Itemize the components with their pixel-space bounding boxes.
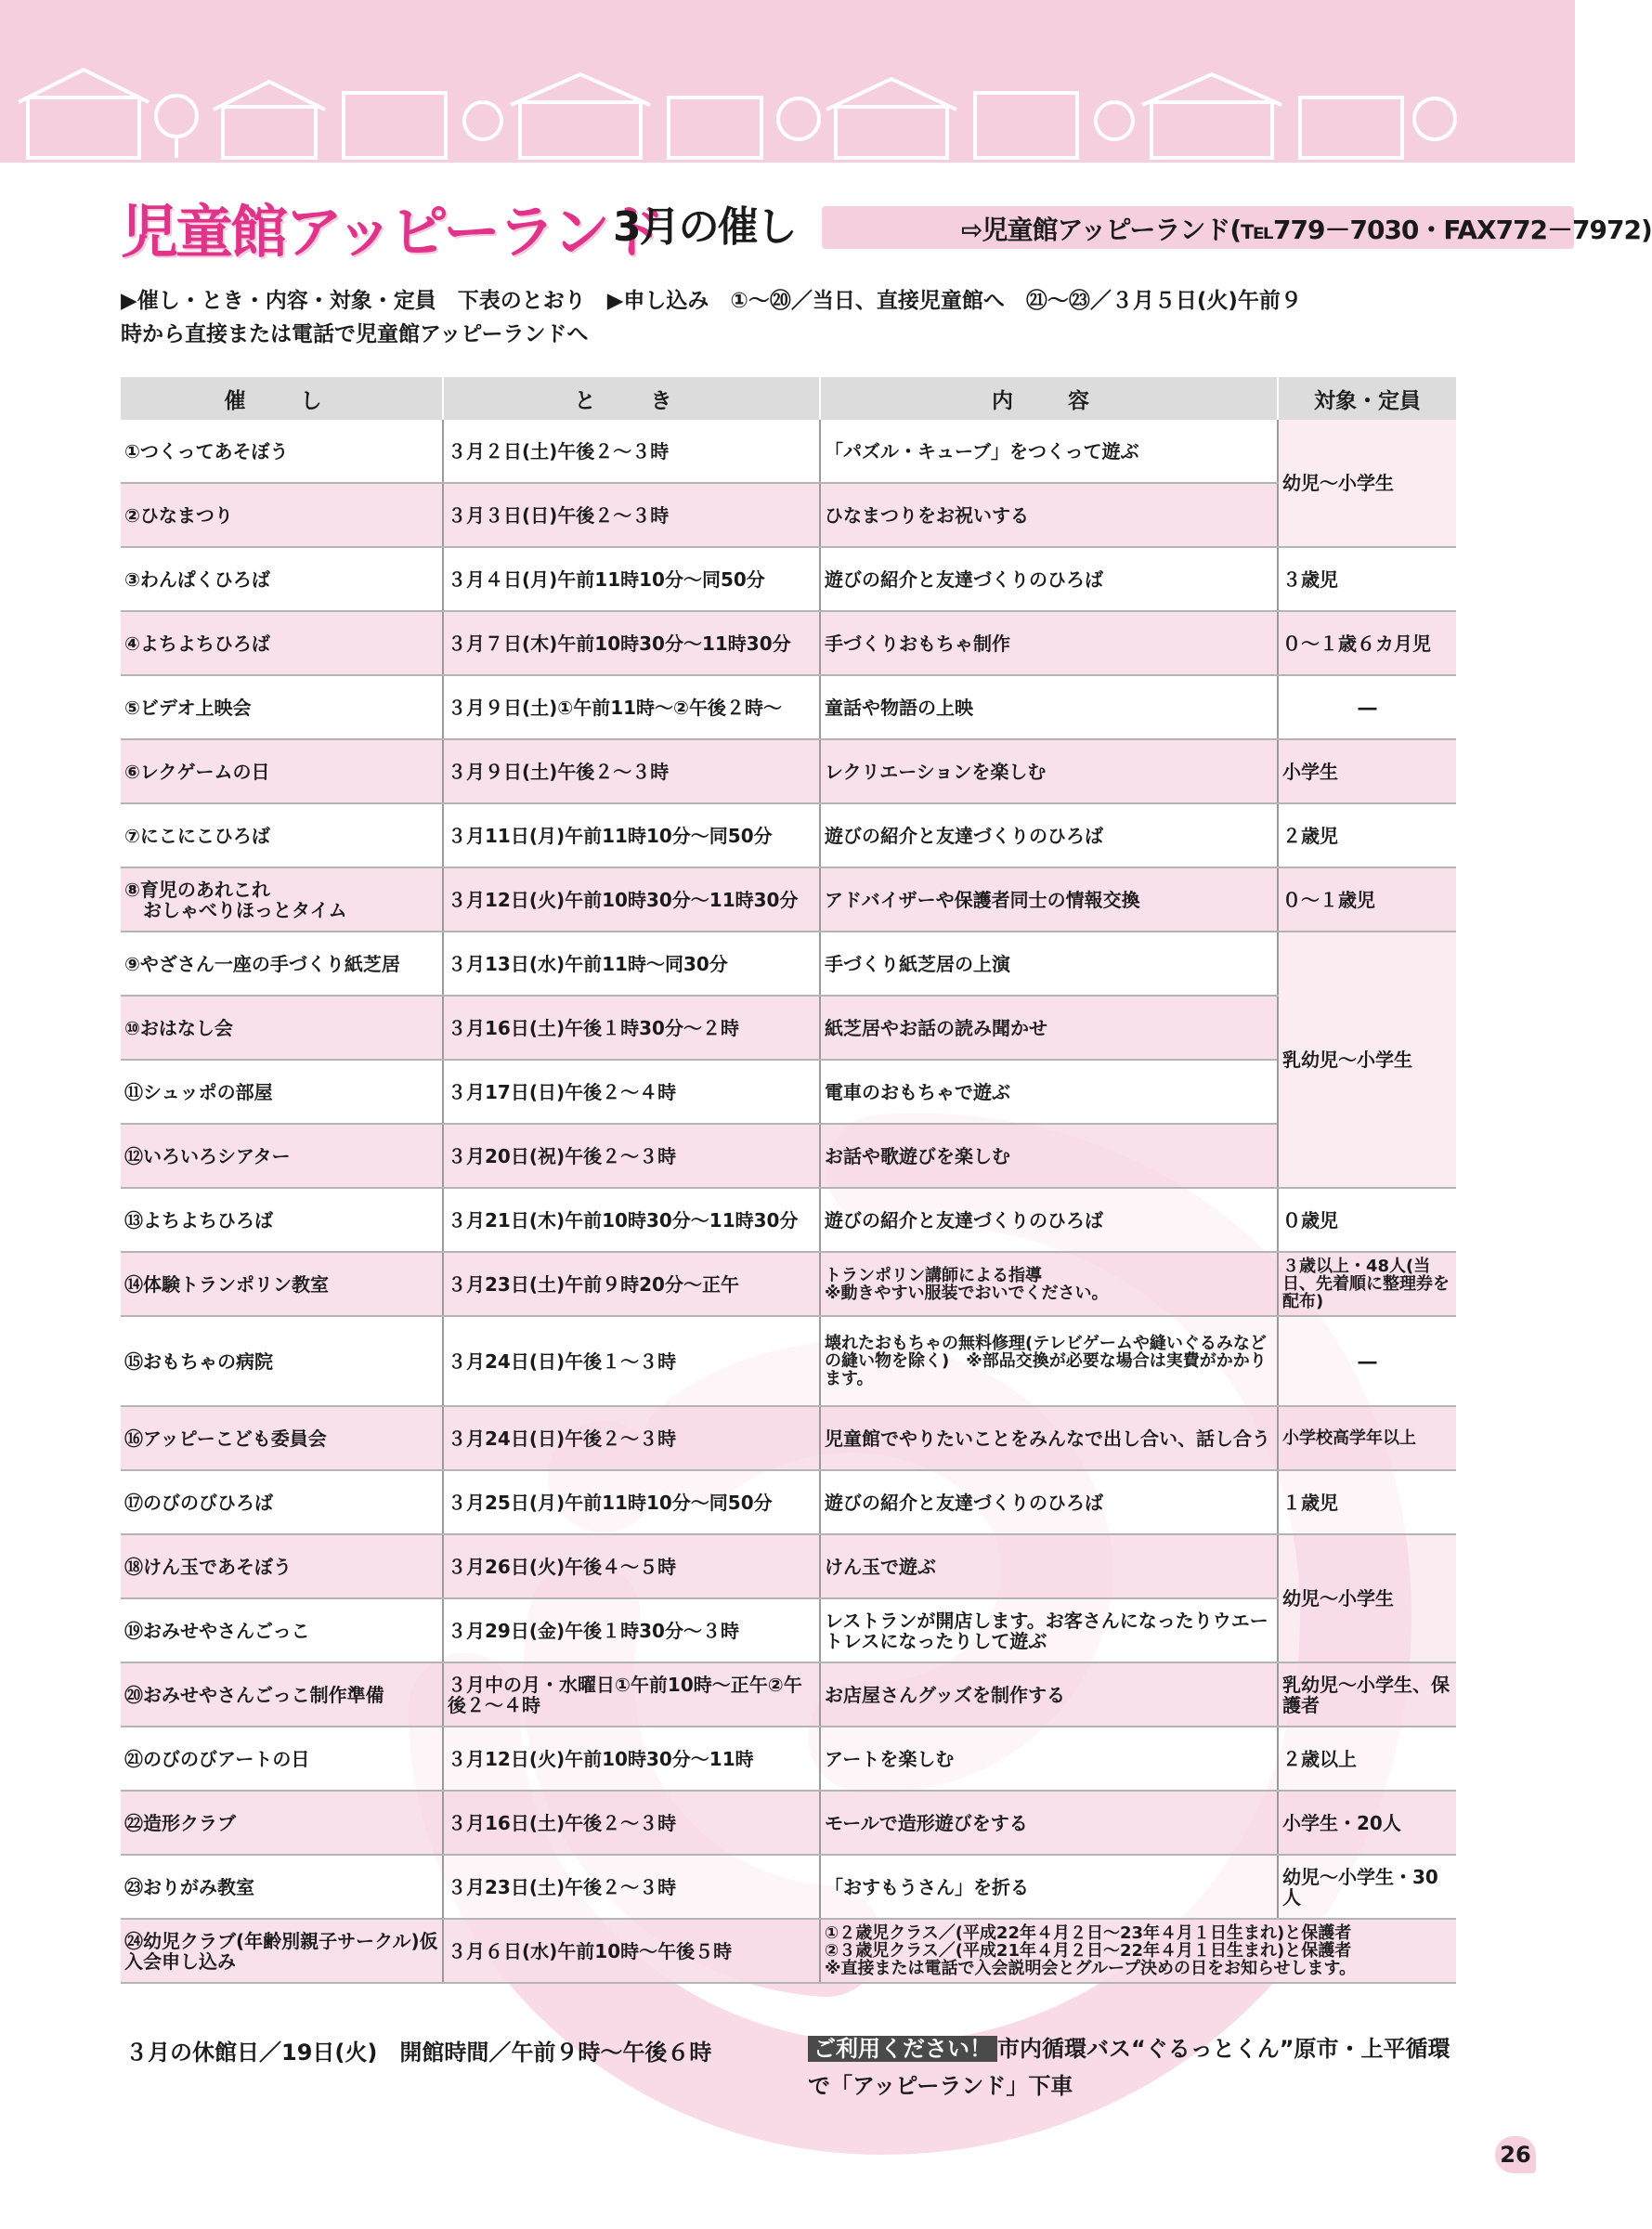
event-cell: ③わんぱくひろば [121,547,443,611]
content-cell: 遊びの紹介と友達づくりのひろば [820,547,1278,611]
target-cell: 幼児～小学生 [1278,1534,1456,1662]
table-row [121,1060,1456,1124]
info-line-1: ▶催し・とき・内容・対象・定員 下表のとおり ▶申し込み ①～⑳／当日、直接児童館へ ㉑～㉓／３月５日(火)午前９ [121,289,1302,313]
table-row [121,675,1456,739]
event-cell: ⑪シュッポの部屋 [121,1060,443,1124]
target-cell: １歳児 [1278,1470,1456,1534]
when-cell: ３月中の月・水曜日①午前10時～正午②午後２～４時 [443,1662,820,1727]
header-event: 催 し [121,377,443,420]
event-cell: ㉓おりがみ教室 [121,1855,443,1919]
table-row [121,1919,1456,1983]
event-cell: ⑨やざさん一座の手づくり紙芝居 [121,932,443,996]
page-title: 児童館アッピーランド [121,198,663,266]
target-cell: ２歳以上 [1278,1727,1456,1791]
content-cell: 壊れたおもちゃの無料修理(テレビゲームや縫いぐるみなどの縫い物を除く) ※部品交換が必要な場合は実費がかかります。 [820,1316,1278,1406]
when-cell: ３月23日(土)午後２～３時 [443,1855,820,1919]
target-cell: 小学生 [1278,739,1456,803]
townscape-decoration [19,74,1467,163]
event-cell: ⑳おみせやさんごっこ制作準備 [121,1662,443,1727]
when-cell: ３月16日(土)午後１時30分～２時 [443,996,820,1060]
table-row [121,1316,1456,1406]
when-cell: ３月13日(水)午前11時～同30分 [443,932,820,996]
target-cell: ０～１歳６カ月児 [1278,611,1456,675]
content-cell: 手づくり紙芝居の上演 [820,932,1278,996]
content-cell: ひなまつりをお祝いする [820,483,1278,547]
table-header-row [121,377,1456,420]
content-cell: 遊びの紹介と友達づくりのひろば [820,1188,1278,1252]
event-cell: ⑰のびのびひろば [121,1470,443,1534]
event-cell: ⑬よちよちひろば [121,1188,443,1252]
contact-box [822,206,1652,249]
when-cell: ３月16日(土)午後２～３時 [443,1791,820,1855]
table-row [121,1188,1456,1252]
event-cell: ⑮おもちゃの病院 [121,1316,443,1406]
when-cell: ３月11日(月)午前11時10分～同50分 [443,803,820,867]
header-content: 内 容 [820,377,1278,420]
page-number: 26 [1495,2136,1536,2173]
content-cell: 児童館でやりたいことをみんなで出し合い、話し合う [820,1406,1278,1470]
content-cell: アートを楽しむ [820,1727,1278,1791]
event-cell: ④よちよちひろば [121,611,443,675]
event-cell: ⑥レクゲームの日 [121,739,443,803]
header-target: 対象・定員 [1278,377,1456,420]
target-cell: 幼児～小学生・30人 [1278,1855,1456,1919]
table-row [121,739,1456,803]
table-row [121,420,1456,483]
target-cell: 乳幼児～小学生、保護者 [1278,1662,1456,1727]
table-row [121,932,1456,996]
page-subtitle: 3月の催し [613,203,796,251]
target-cell: 小学生・20人 [1278,1791,1456,1855]
content-cell: ①２歳児クラス／(平成22年４月２日～23年４月１日生まれ)と保護者 ②３歳児クラス／(平成21年４月２日～22年４月１日生まれ)と保護者 ※直接または電話で入会説明会とグループ決めの日をお知らせします。 [820,1919,1456,1983]
contact-text: ⇨児童館アッピーランド(℡779－7030・FAX772－7972) [961,215,1652,245]
when-cell: ３月24日(日)午後２～３時 [443,1406,820,1470]
content-cell: お話や歌遊びを楽しむ [820,1124,1278,1188]
header-when: と き [443,377,820,420]
event-cell: ㉔幼児クラブ(年齢別親子サークル)仮入会申し込み [121,1919,443,1983]
when-cell: ３月３日(日)午後２～３時 [443,483,820,547]
event-cell: ⑦にこにこひろば [121,803,443,867]
content-cell: 遊びの紹介と友達づくりのひろば [820,803,1278,867]
event-cell: ⑭体験トランポリン教室 [121,1252,443,1316]
table-row [121,611,1456,675]
event-cell: ⑩おはなし会 [121,996,443,1060]
event-cell: ②ひなまつり [121,483,443,547]
when-cell: ３月６日(水)午前10時～午後５時 [443,1919,820,1983]
content-cell: 電車のおもちゃで遊ぶ [820,1060,1278,1124]
target-cell: ０～１歳児 [1278,867,1456,932]
content-cell: モールで造形遊びをする [820,1791,1278,1855]
when-cell: ３月７日(木)午前10時30分～11時30分 [443,611,820,675]
event-cell: ⑫いろいろシアター [121,1124,443,1188]
bus-text: 市内循環バス“ぐるっとくん”原市・上平循環で「アッピーランド」下車 [808,2036,1450,2099]
content-cell: アドバイザーや保護者同士の情報交換 [820,867,1278,932]
when-cell: ３月29日(金)午後１時30分～３時 [443,1598,820,1662]
table-row [121,1252,1456,1316]
when-cell: ３月24日(日)午後１～３時 [443,1316,820,1406]
when-cell: ３月26日(火)午後４～５時 [443,1534,820,1598]
table-row [121,996,1456,1060]
event-cell: ⑱けん玉であそぼう [121,1534,443,1598]
title-row [121,186,1652,266]
target-cell: ― [1278,675,1456,739]
target-cell: ― [1278,1316,1456,1406]
content-cell: 童話や物語の上映 [820,675,1278,739]
event-cell: ㉑のびのびアートの日 [121,1727,443,1791]
event-cell: ⑲おみせやさんごっこ [121,1598,443,1662]
table-row [121,1598,1456,1662]
table-row [121,547,1456,611]
content-cell: トランポリン講師による指導 ※動きやすい服装でおいでください。 [820,1252,1278,1316]
table-row [121,1855,1456,1919]
when-cell: ３月12日(火)午前10時30分～11時 [443,1727,820,1791]
content-cell: 手づくりおもちゃ制作 [820,611,1278,675]
target-cell: 幼児～小学生 [1278,420,1456,547]
table-row [121,1791,1456,1855]
info-line-2: 時から直接または電話で児童館アッピーランドへ [121,322,589,346]
table-row [121,867,1456,932]
info-text [121,284,1458,351]
when-cell: ３月４日(月)午前11時10分～同50分 [443,547,820,611]
table-row [121,483,1456,547]
table-row [121,1727,1456,1791]
table-row [121,1470,1456,1534]
table-row [121,1662,1456,1727]
table-row [121,1406,1456,1470]
when-cell: ３月17日(日)午後２～４時 [443,1060,820,1124]
content-cell: 紙芝居やお話の読み聞かせ [820,996,1278,1060]
closed-days-hours: ３月の休館日／19日(火) 開館時間／午前９時～午後６時 [125,2040,712,2066]
content-cell: レクリエーションを楽しむ [820,739,1278,803]
when-cell: ３月９日(土)午後２～３時 [443,739,820,803]
when-cell: ３月25日(月)午前11時10分～同50分 [443,1470,820,1534]
table-row [121,1534,1456,1598]
when-cell: ３月２日(土)午後２～３時 [443,420,820,483]
when-cell: ３月20日(祝)午後２～３時 [443,1124,820,1188]
when-cell: ３月12日(火)午前10時30分～11時30分 [443,867,820,932]
event-cell: ⑤ビデオ上映会 [121,675,443,739]
target-cell: 小学校高学年以上 [1278,1406,1456,1470]
target-cell: ０歳児 [1278,1188,1456,1252]
when-cell: ３月９日(土)①午前11時～②午後２時～ [443,675,820,739]
content-cell: 「パズル・キューブ」をつくって遊ぶ [820,420,1278,483]
content-cell: 遊びの紹介と友達づくりのひろば [820,1470,1278,1534]
event-cell: ㉒造形クラブ [121,1791,443,1855]
target-cell: ２歳児 [1278,803,1456,867]
events-table [121,377,1456,1984]
target-cell: ３歳児 [1278,547,1456,611]
table-row [121,1124,1456,1188]
content-cell: けん玉で遊ぶ [820,1534,1278,1598]
when-cell: ３月23日(土)午前９時20分～正午 [443,1252,820,1316]
event-cell: ⑧育児のあれこれ おしゃべりほっとタイム [121,867,443,932]
content-cell: お店屋さんグッズを制作する [820,1662,1278,1727]
target-cell: ３歳以上・48人(当日、先着順に整理券を配布) [1278,1252,1456,1316]
content-cell: 「おすもうさん」を折る [820,1855,1278,1919]
content-cell: レストランが開店します。お客さんになったりウエートレスになったりして遊ぶ [820,1598,1278,1662]
event-cell: ⑯アッピーこども委員会 [121,1406,443,1470]
when-cell: ３月21日(木)午前10時30分～11時30分 [443,1188,820,1252]
event-cell: ①つくってあそぼう [121,420,443,483]
target-cell: 乳幼児～小学生 [1278,932,1456,1188]
usage-badge: ご利用ください！ [808,2036,997,2062]
table-row [121,803,1456,867]
bus-access [808,2030,1458,2105]
